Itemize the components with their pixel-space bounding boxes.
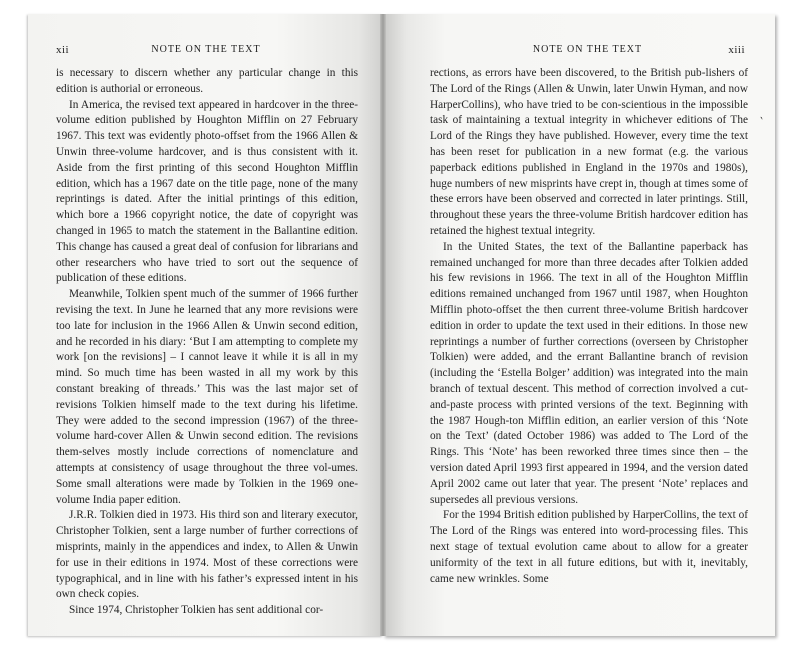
paragraph: Since 1974, Christopher Tolkien has sent additional cor- <box>68 604 324 617</box>
left-page <box>28 14 383 636</box>
paragraph: J.R.R. Tolkien died in 1973. His third son and literary executor, Christopher Tolkien, sent a large number of further corrections of misprints, mainly in the appendices and index, to Allen & Unwin for use in their editions in 1974. Most of these corrections were typographical, and in line with his father’s expressed intent in his own check copies. <box>56 509 358 601</box>
paragraph: For the 1994 British edition published by HarperCollins, the text of The Lord of the Rings was entered into word-processing files. This next stage of textual evolution came about to allow for a greater uniformity of the text in all future editions, but with it, inevitably, came new wrinkles. Some <box>430 509 748 585</box>
right-running-title: NOTE ON THE TEXT <box>532 44 643 55</box>
pencil-mark: ` <box>755 113 765 130</box>
left-running-head <box>56 44 356 58</box>
paragraph: rections, as errors have been discovered, to the British pub-lishers of The Lord of the Rings (Allen & Unwin, later Unwin Hyman, and now HarperCollins), who have tried to be con-scientious in the impossible task of maintaining a textual integrity in whichever editions of The Lord of the Rings they have published. However, every time the text has been reset for publication in a new format (e.g. the various paperback editions published in England in the 1970s and 1980s), huge numbers of new misprints have crept in, though at times some of these errors have been observed and corrected in later printings. Still, throughout these years the three-volume British hardcover edition has retained the highest textual integrity. <box>430 67 748 237</box>
right-body-text <box>430 66 748 587</box>
paragraph: is necessary to discern whether any particular change in this edition is authorial or erroneous. <box>56 67 358 95</box>
left-page-number: xii <box>56 44 70 56</box>
paragraph: Meanwhile, Tolkien spent much of the summer of 1966 further revising the text. In June he learned that any more revisions were too late for inclusion in the 1966 Allen & Unwin second edition, and he recorded in his diary: ‘But I am attempting to complete my work [on the revisions] – I cannot leave it while it is all in my mind. So much time has been wasted in all my work by this constant breaking of threads.’ This was the last major set of revisions Tolkien himself made to the text during his lifetime. They were added to the second impression (1967) of the three-volume hard-cover Allen & Unwin second edition. The revisions them-selves mostly include corrections of nomenclature and attempts at consistency of usage throughout the three vol-umes. Some small alterations were made by Tolkien in the 1969 one-volume India paper edition. <box>56 288 358 506</box>
paragraph: In America, the revised text appeared in hardcover in the three-volume edition published by Houghton Mifflin on 27 February 1967. This text was evidently photo-offset from the 1966 Allen & Unwin three-volume hardcover, and is thus consistent with it. Aside from the first printing of this second Houghton Mifflin edition, which has a 1967 date on the title page, none of the many reprintings is dated. After the initial printings of this edition, which bore a 1966 copyright notice, the date of copyright was changed in 1965 to match the statement in the Ballantine edition. This change has caused a great deal of confusion for librarians and other researchers who have tried to sort out the sequence of publication of these editions. <box>56 98 358 285</box>
right-page <box>383 14 775 636</box>
right-page-number: xiii <box>728 44 745 56</box>
paragraph: In the United States, the text of the Ballantine paperback has remained unchanged for more than three decades after Tolkien added his few revisions in 1966. The text in all of the Houghton Mifflin editions remained unchanged from 1967 until 1987, when Houghton Mifflin photo-offset the then current three-volume British hardcover edition in order to update the text used in their editions. In those new reprintings a number of further corrections (overseen by Christopher Tolkien) were added, and the errant Ballantine branch of revision (including the ‘Estella Bolger’ addition) was integrated into the main branch of textual descent. This method of correction involved a cut-and-paste process with printed versions of the text. Beginning with the 1987 Hough-ton Mifflin edition, an earlier version of this ‘Note on the Text’ (dated October 1986) was added to The Lord of the Rings. This ‘Note’ has been reworked three times since then – the version dated April 1993 first appeared in 1994, and the version dated April 2002 came out later that year. The present ‘Note’ replaces and supersedes all previous versions. <box>430 240 748 506</box>
book-gutter <box>380 14 386 636</box>
right-running-head <box>430 44 745 58</box>
left-running-title: NOTE ON THE TEXT <box>151 44 261 55</box>
left-body-text <box>56 66 358 619</box>
